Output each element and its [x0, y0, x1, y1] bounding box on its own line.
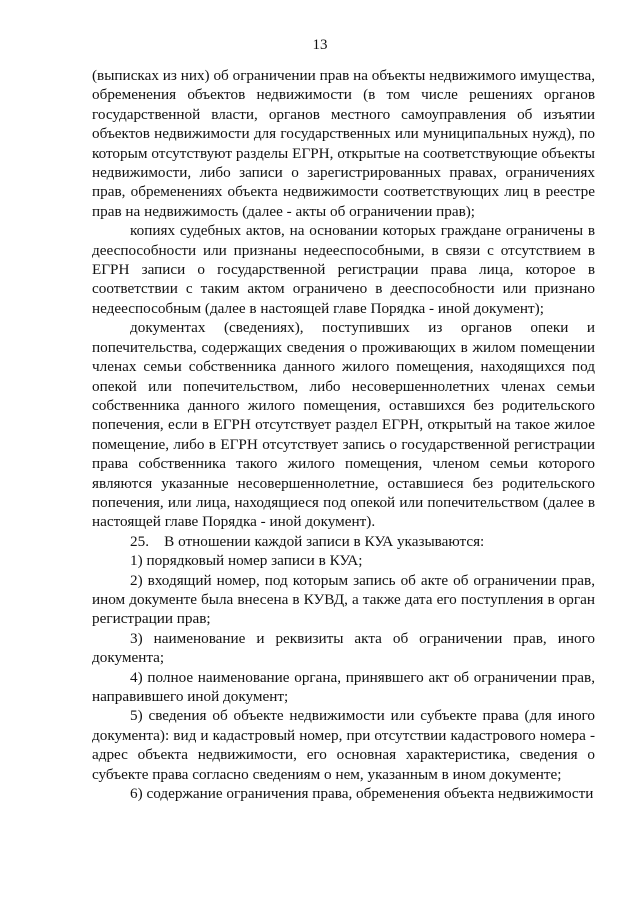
list-item-3: 3) наименование и реквизиты акта об ограничении прав, иного документа;: [92, 629, 595, 667]
list-item-5: 5) сведения об объекте недвижимости или субъекте права (для иного документа): вид и кадастровый номер, при отсутствии кадастрового номера - адрес объекта недвижимости, его основная характеристика, сведения о субъекте права согласно сведениям о нем, указанным в ином документе;: [92, 707, 595, 783]
paragraph-acts-restriction: (выписках из них) об ограничении прав на объекты недвижимого имущества, обременения объектов недвижимости (в том числе решениях органов государственной власти, органов местного самоуправления об изъятии объектов недвижимости для государственных или муниципальных нужд), по которым отсутствуют разделы ЕГРН, открытые на соответствующие объекты недвижимости, либо записи о зарегистрированных правах, ограничениях прав, обременениях объекта недвижимости соответствующих лиц в реестре прав на недвижимость (далее - акты об ограничении прав);: [92, 67, 595, 220]
paragraph-court-acts: копиях судебных актов, на основании которых граждане ограничены в дееспособности или признаны недееспособными, в связи с отсутствием в ЕГРН записи о государственной регистрации права лица, которое в соответствии с таким актом ограничено в дееспособности или признано недееспособным (далее в настоящей главе Порядка - иной документ);: [92, 222, 595, 317]
paragraph-guardianship-documents: документах (сведениях), поступивших из органов опеки и попечительства, содержащих сведения о проживающих в жилом помещении членах семьи собственника данного жилого помещения, находящихся под опекой или попечительством, либо несовершеннолетних членах семьи собственника данного жилого помещения, оставшихся без родительского попечения, если в ЕГРН отсутствует раздел ЕГРН, открытый на такое жилое помещение, либо в ЕГРН отсутствует запись о государственной регистрации права собственника такого жилого помещения, членом семьи которого являются указанные несовершеннолетние, оставшиеся без родительского попечения, или лица, находящиеся под опекой или попечительством (далее в настоящей главе Порядка - иной документ).: [92, 319, 595, 531]
paragraph-section-25: 25. В отношении каждой записи в КУА указываются:: [130, 532, 485, 550]
list-item-6: 6) содержание ограничения права, обременения объекта недвижимости: [130, 785, 594, 803]
list-item-1: 1) порядковый номер записи в КУА;: [130, 552, 363, 570]
list-item-2: 2) входящий номер, под которым запись об акте об ограничении прав, ином документе была внесена в КУВД, а также дата его поступления в орган регистрации прав;: [92, 571, 595, 628]
page-number: 13: [312, 37, 328, 53]
list-item-4: 4) полное наименование органа, принявшего акт об ограничении прав, направившего иной документ;: [92, 668, 595, 705]
document-body: [92, 66, 595, 803]
